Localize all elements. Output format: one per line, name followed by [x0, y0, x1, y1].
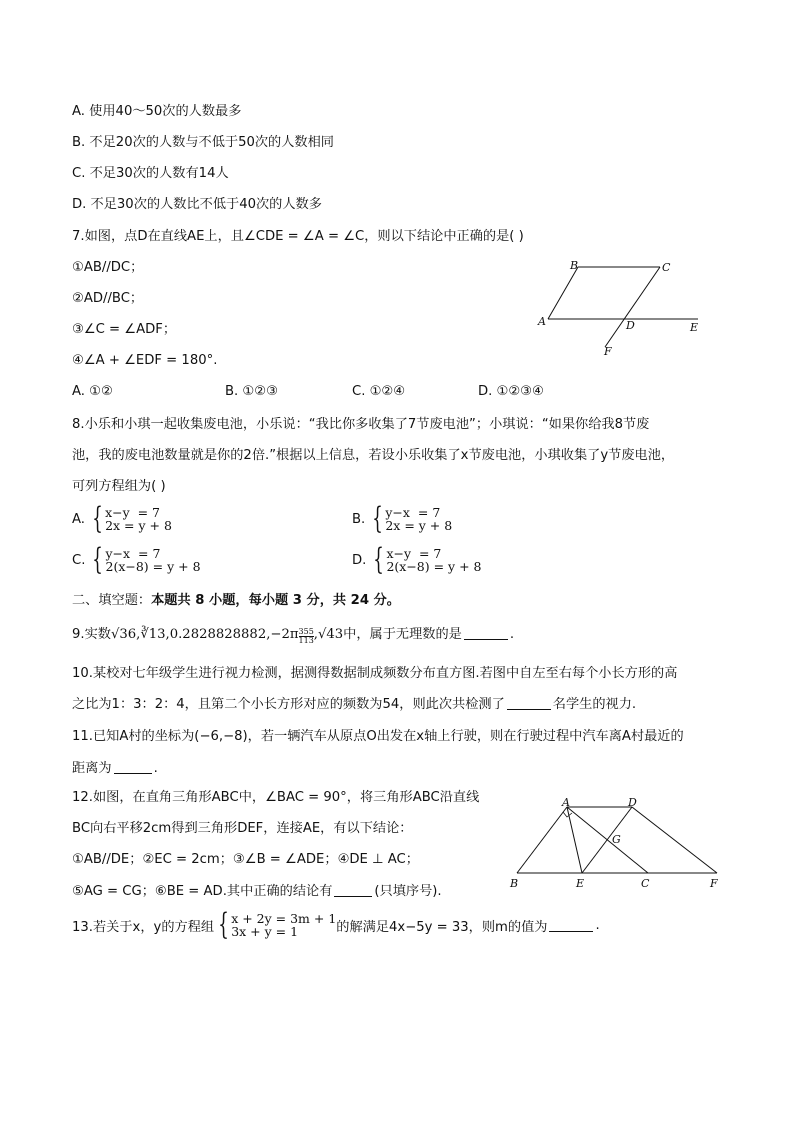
q7-option-d: D. ①②③④	[478, 384, 544, 399]
q13-tail: 的解满足4x−5y = 33，则m的值为	[336, 919, 548, 935]
q8-option-b-eq1: y−x = 7	[385, 504, 441, 520]
q11-line-2	[72, 760, 158, 778]
q9-answer-blank[interactable]	[464, 626, 508, 640]
q10-line-2	[72, 696, 636, 714]
q7-label-d: D	[626, 319, 635, 332]
brace-icon: {	[218, 907, 229, 942]
brace-icon: {	[373, 542, 385, 577]
brace-icon: {	[372, 501, 384, 536]
q12-answer-blank[interactable]	[334, 883, 372, 897]
q8-option-d-label: D.	[352, 552, 367, 568]
q6-option-b: B. 不足20次的人数与不低于50次的人数相同	[72, 135, 334, 150]
q13-line	[72, 907, 600, 942]
q13-end: .	[595, 917, 600, 933]
q12-label-a: A	[562, 796, 570, 809]
q12-line-4a: ⑤AG = CG；⑥BE = AD.其中正确的结论有	[72, 884, 333, 899]
q7-option-c: C. ①②④	[352, 384, 406, 399]
q8-option-d	[352, 542, 482, 577]
section-2-header	[72, 592, 400, 610]
q11-line-1: 11.已知A村的坐标为(−6,−8)，若一辆汽车从原点O出发在x轴上行驶，则在行驶过程中汽车离A村最近的	[72, 729, 684, 744]
q9-number-list: √36,∛13,0.2828828882,−2π	[110, 627, 299, 642]
q8-option-a-eq1: x−y = 7	[105, 504, 161, 520]
q8-option-c-eq2: 2(x−8) = y + 8	[105, 559, 201, 574]
q6-option-d: D. 不足30次的人数比不低于40次的人数多	[72, 197, 322, 212]
q12-label-g: G	[612, 833, 621, 846]
q12-line-2: BC向右平移2cm得到三角形DEF，连接AE，有以下结论：	[72, 821, 413, 836]
q12-label-b: B	[510, 877, 519, 890]
q7-label-e: E	[690, 321, 699, 334]
q9-line	[72, 626, 514, 645]
q13-answer-blank[interactable]	[549, 918, 593, 932]
q9-fraction-denominator: 113	[298, 636, 314, 645]
q7-statement-4: ④∠A + ∠EDF = 180°.	[72, 353, 218, 368]
q13-eq1: x + 2y = 3m + 1	[231, 910, 337, 926]
section-2-title: 本题共 8 小题，每小题 3 分，共 24 分。	[151, 593, 400, 608]
q8-option-c-label: C.	[72, 552, 86, 568]
q6-option-a: A. 使用40～50次的人数最多	[72, 104, 242, 119]
q8-option-b-label: B.	[352, 511, 366, 527]
q9-prefix: 9.实数	[72, 627, 111, 642]
q11-answer-blank[interactable]	[114, 760, 152, 774]
q12-label-d: D	[628, 796, 637, 809]
q9-fraction-numerator: 355	[298, 627, 314, 636]
q8-option-c	[72, 542, 201, 577]
q10-line-1: 10.某校对七年级学生进行视力检测，据测得数据制成频数分布直方图.若图中自左至右每个小长方形的高	[72, 666, 678, 681]
q12-line-3: ①AB//DE；②EC = 2cm；③∠B = ∠ADE；④DE ⊥ AC；	[72, 852, 419, 867]
brace-icon: {	[92, 501, 103, 536]
q7-label-c: C	[662, 261, 671, 274]
q7-option-b: B. ①②③	[225, 384, 278, 399]
q8-option-b-eq2: 2x = y + 8	[385, 518, 453, 533]
q7-statement-2: ②AD//BC；	[72, 291, 144, 306]
section-2-prefix: 二、填空题：	[72, 593, 152, 608]
q8-line-3: 可列方程组为( )	[72, 479, 166, 494]
q6-option-c: C. 不足30次的人数有14人	[72, 166, 229, 181]
q7-label-b: B	[570, 259, 579, 272]
q8-option-d-eq1: x−y = 7	[386, 545, 442, 561]
q11-line-2a: 距离为	[72, 761, 112, 776]
q7-label-f: F	[604, 345, 612, 358]
q8-option-b	[352, 501, 453, 536]
q7-option-a: A. ①②	[72, 384, 113, 399]
brace-icon: {	[92, 542, 104, 577]
q12-label-c: C	[641, 877, 650, 890]
q7-statement-1: ①AB//DC；	[72, 260, 144, 275]
q8-option-a-label: A.	[72, 511, 85, 527]
q10-line-2a: 之比为1：3：2：4，且第二个小长方形对应的频数为54，则此次共检测了	[72, 697, 505, 712]
q9-fraction	[299, 628, 314, 645]
q12-label-f: F	[710, 877, 718, 890]
q11-line-2b: .	[153, 761, 158, 776]
q12-line-1: 12.如图，在直角三角形ABC中，∠BAC = 90°，将三角形ABC沿直线	[72, 790, 480, 805]
q8-line-1: 8.小乐和小琪一起收集废电池，小乐说：“我比你多收集了7节废电池”；小琪说：“如果你给我8节废	[72, 417, 650, 432]
q12-line-4b: (只填序号).	[374, 884, 442, 899]
q10-answer-blank[interactable]	[507, 696, 551, 710]
q10-line-2b: 名学生的视力.	[552, 697, 637, 712]
q12-label-e: E	[576, 877, 585, 890]
q9-tail: ,√43中，属于无理数的是	[313, 627, 462, 642]
q7-label-a: A	[538, 315, 546, 328]
q7-figure	[530, 255, 705, 360]
q7-statement-3: ③∠C = ∠ADF；	[72, 322, 177, 337]
q12-line-4	[72, 883, 442, 901]
q8-line-2: 池，我的废电池数量就是你的2倍.”根据以上信息，若设小乐收集了x节废电池，小琪收集了y节废电池，	[72, 448, 675, 463]
q13-prefix: 13.若关于x，y的方程组	[72, 919, 215, 935]
q8-option-a	[72, 501, 172, 536]
q12-figure	[505, 795, 730, 895]
q8-option-c-eq1: y−x = 7	[105, 545, 161, 561]
q8-option-a-eq2: 2x = y + 8	[105, 518, 172, 533]
q9-end: .	[509, 627, 515, 642]
q7-stem: 7.如图，点D在直线AE上，且∠CDE = ∠A = ∠C，则以下结论中正确的是( )	[72, 229, 524, 244]
q13-eq2: 3x + y = 1	[231, 924, 299, 939]
q8-option-d-eq2: 2(x−8) = y + 8	[386, 559, 482, 574]
